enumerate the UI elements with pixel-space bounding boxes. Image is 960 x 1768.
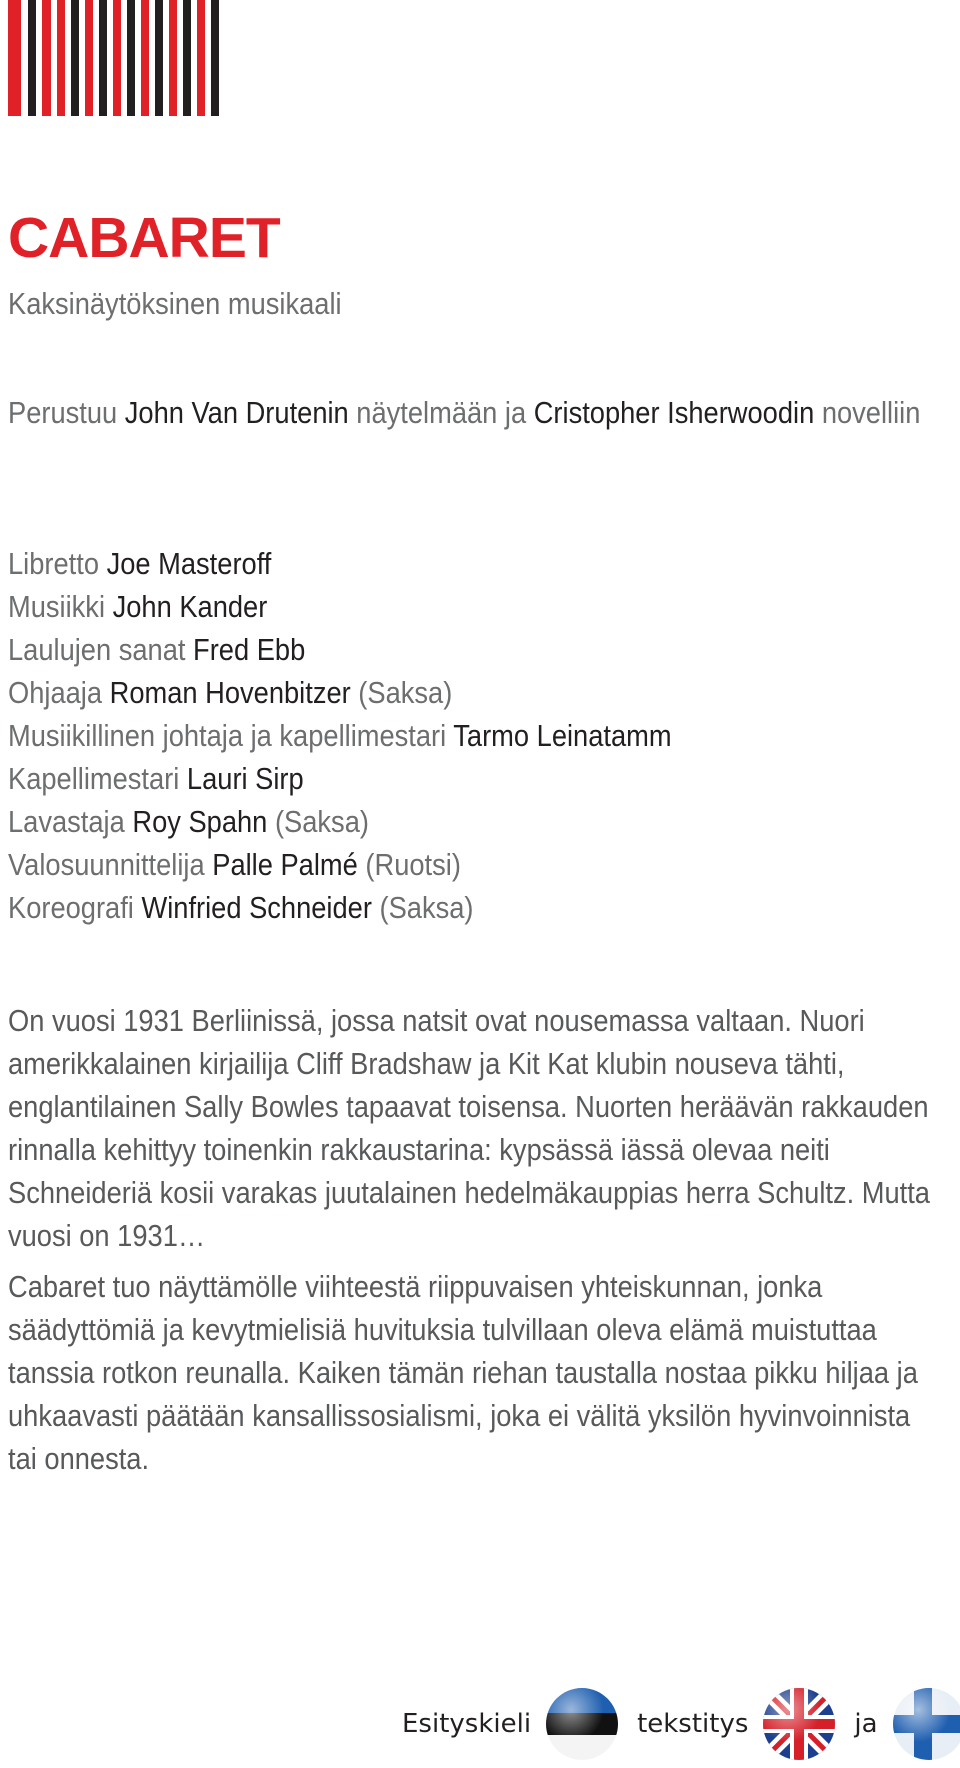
synopsis-paragraph: Cabaret tuo näyttämölle viihteestä riippuvaisen yhteiskunnan, jonka säädyttömiä ja kevytmielisiä huvituksia tulvillaan oleva elämä muistuttaa tanssia rotkon reunalla. Kaiken tämän riehan taustalla nostaa pikku hiljaa ja uhkaavasti päätään kansallissosialismi, joka ei välitä yksilön hyvinvoinnista tai onnesta. — [8, 1269, 918, 1476]
credit-line — [8, 886, 937, 929]
credit-role: Kapellimestari — [8, 761, 180, 796]
credit-name: Lauri Sirp — [186, 761, 304, 796]
subtitles-label: tekstitys — [637, 1709, 749, 1739]
credit-name: Roy Spahn — [132, 804, 268, 839]
credit-line — [8, 628, 937, 671]
logo-stripe — [71, 0, 79, 116]
logo-stripe — [183, 0, 191, 116]
barcode-stripes-logo — [8, 0, 230, 116]
and-label: ja — [854, 1709, 878, 1739]
logo-stripe — [42, 0, 51, 116]
credit-role: Koreografi — [8, 890, 134, 925]
logo-stripe — [211, 0, 219, 116]
credit-country: (Saksa) — [379, 890, 474, 925]
source-info: Perustuu John Van Drutenin näytelmään ja Cristopher Isherwoodin novelliin — [8, 395, 921, 430]
novelist-name: Cristopher Isherwoodin — [533, 395, 815, 430]
credit-name: Winfried Schneider — [141, 890, 372, 925]
credit-role: Libretto — [8, 546, 99, 581]
logo-stripe — [85, 0, 93, 116]
credit-role: Lavastaja — [8, 804, 125, 839]
logo-stripe — [8, 0, 21, 116]
credit-line — [8, 671, 937, 714]
logo-stripe — [28, 0, 36, 116]
logo-stripe — [127, 0, 135, 116]
credit-country: (Saksa) — [358, 675, 453, 710]
credit-name: Fred Ebb — [193, 632, 306, 667]
credit-line — [8, 800, 937, 843]
uk-flag-icon — [762, 1687, 836, 1761]
credit-country: (Ruotsi) — [365, 847, 461, 882]
credit-name: Tarmo Leinatamm — [453, 718, 672, 753]
playwright-name: John Van Drutenin — [124, 395, 349, 430]
credit-name: John Kander — [112, 589, 268, 624]
logo-stripe — [113, 0, 121, 116]
logo-stripe — [99, 0, 107, 116]
estonia-flag-icon — [545, 1687, 619, 1761]
credit-name: Palle Palmé — [212, 847, 358, 882]
credit-role: Valosuunnittelija — [8, 847, 205, 882]
credit-line — [8, 585, 937, 628]
credit-line — [8, 542, 937, 585]
logo-stripe — [57, 0, 65, 116]
synopsis-paragraph: On vuosi 1931 Berliinissä, jossa natsit ovat nousemassa valtaan. Nuori amerikkalainen kirjailija Cliff Bradshaw ja Kit Kat klubin nouseva tähti, englantilainen Sally Bowles tapaavat toisensa. Nuorten heräävän rakkauden rinnalla kehittyy toinenkin rakkaustarina: kypsässä iässä olevaa neiti Schneideriä kosii varakas juutalainen hedelmäkauppias herra Schultz. Mutta vuosi on 1931… — [8, 1003, 930, 1253]
finland-flag-icon — [892, 1687, 960, 1761]
logo-stripe — [155, 0, 163, 116]
credit-country: (Saksa) — [274, 804, 369, 839]
subtitle: Kaksinäytöksinen musikaali — [8, 286, 342, 321]
credit-role: Musiikki — [8, 589, 106, 624]
credit-line — [8, 757, 937, 800]
credit-role: Ohjaaja — [8, 675, 103, 710]
synopsis — [8, 999, 937, 1480]
credit-role: Musiikillinen johtaja ja kapellimestari — [8, 718, 447, 753]
credits-list — [8, 542, 937, 929]
credit-name: Joe Masteroff — [106, 546, 272, 581]
language-info — [402, 1684, 958, 1764]
credit-line — [8, 714, 937, 757]
logo-stripe — [169, 0, 177, 116]
credit-line — [8, 843, 937, 886]
logo-stripe — [141, 0, 149, 116]
logo-stripe — [197, 0, 205, 116]
page-title: CABARET — [8, 206, 280, 270]
language-label: Esityskieli — [402, 1709, 532, 1739]
credit-role: Laulujen sanat — [8, 632, 186, 667]
credit-name: Roman Hovenbitzer — [109, 675, 351, 710]
